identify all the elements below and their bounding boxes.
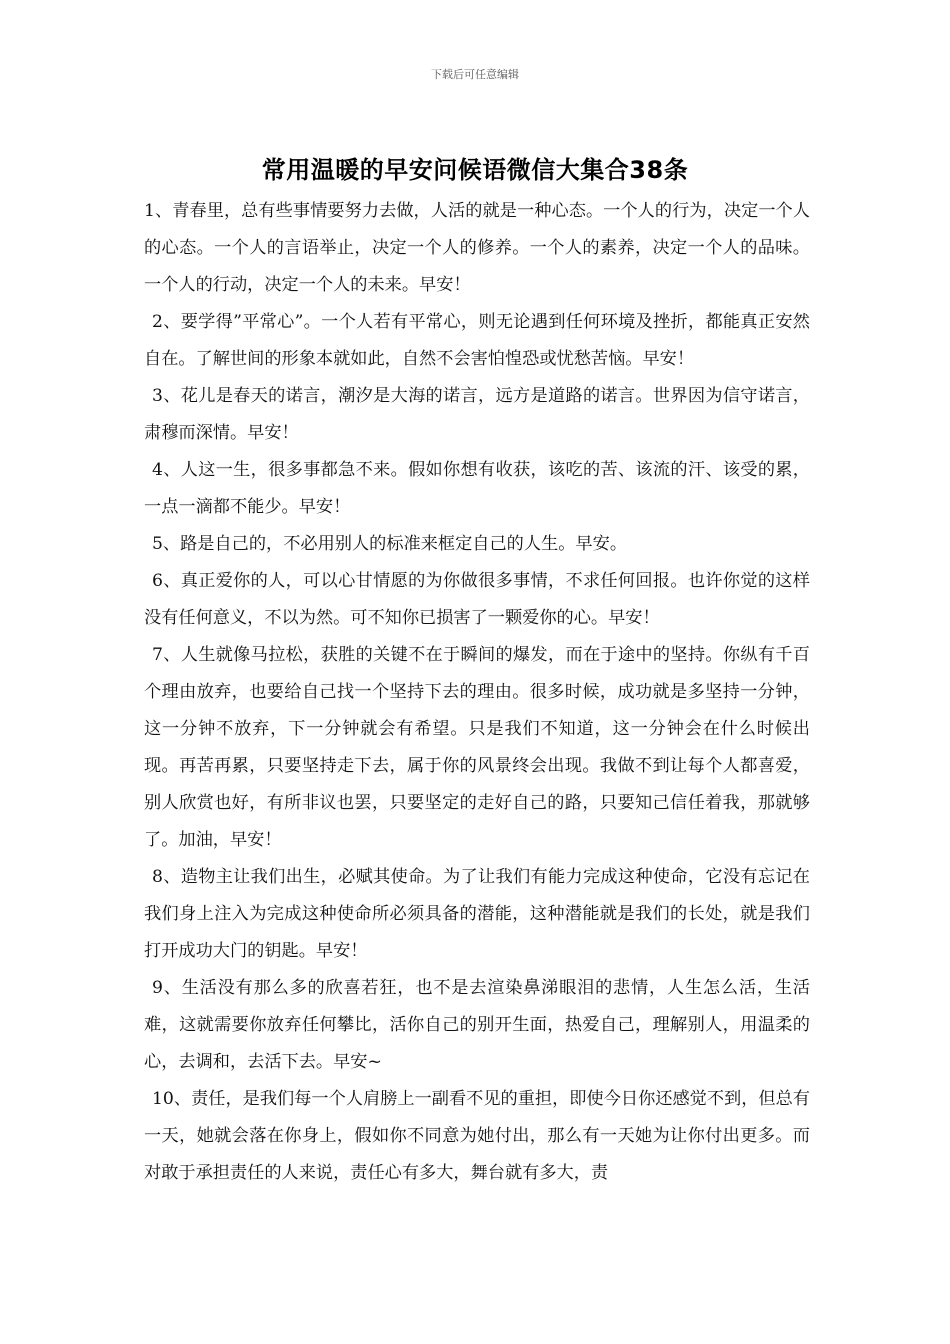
paragraph-3: 3、花儿是春天的诺言，潮汐是大海的诺言，远方是道路的诺言。世界因为信守诺言，肃穆而深情。早安！ xyxy=(144,386,810,443)
paragraph-4: 4、人这一生，很多事都急不来。假如你想有收获，该吃的苦、该流的汗、该受的累，一点一滴都不能少。早安！ xyxy=(144,460,810,517)
header-note: 下载后可任意编辑 xyxy=(431,68,519,81)
paragraph-1: 1、青春里，总有些事情要努力去做，人活的就是一种心态。一个人的行为，决定一个人的心态。一个人的言语举止，决定一个人的修养。一个人的素养，决定一个人的品味。一个人的行动，决定一个人的未来。早安！ xyxy=(144,201,810,295)
paragraph-8: 8、造物主让我们出生，必赋其使命。为了让我们有能力完成这种使命，它没有忘记在我们身上注入为完成这种使命所必须具备的潜能，这种潜能就是我们的长处，就是我们打开成功大门的钥匙。早安！ xyxy=(144,867,810,961)
paragraph-5: 5、路是自己的，不必用别人的标准来框定自己的人生。早安。 xyxy=(152,534,628,554)
page-title: 常用温暖的早安问候语微信大集合38条 xyxy=(261,156,689,184)
article-body xyxy=(144,193,810,1192)
paragraph-9: 9、生活没有那么多的欣喜若狂，也不是去渲染鼻涕眼泪的悲情，人生怎么活，生活难，这就需要你放弃任何攀比，活你自己的别开生面，热爱自己，理解别人，用温柔的心，去调和，去活下去。早安~ xyxy=(144,978,810,1072)
paragraph-6: 6、真正爱你的人，可以心甘情愿的为你做很多事情，不求任何回报。也许你觉的这样没有任何意义，不以为然。可不知你已损害了一颗爱你的心。早安！ xyxy=(144,571,810,628)
paragraph-7: 7、人生就像马拉松，获胜的关键不在于瞬间的爆发，而在于途中的坚持。你纵有千百个理由放弃，也要给自己找一个坚持下去的理由。很多时候，成功就是多坚持一分钟，这一分钟不放弃，下一分钟就会有希望。只是我们不知道，这一分钟会在什么时候出现。再苦再累，只要坚持走下去，属于你的风景终会出现。我做不到让每个人都喜爱，别人欣赏也好，有所非议也罢，只要坚定的走好自己的路，只要知己信任着我，那就够了。加油，早安！ xyxy=(144,645,810,850)
paragraph-10: 10、责任，是我们每一个人肩膀上一副看不见的重担，即使今日你还感觉不到，但总有一天，她就会落在你身上，假如你不同意为她付出，那么有一天她为让你付出更多。而对敢于承担责任的人来说，责任心有多大，舞台就有多大，责 xyxy=(144,1089,810,1183)
paragraph-2: 2、要学得”平常心”。一个人若有平常心，则无论遇到任何环境及挫折，都能真正安然自在。了解世间的形象本就如此，自然不会害怕惶恐或忧愁苦恼。早安！ xyxy=(144,312,810,369)
